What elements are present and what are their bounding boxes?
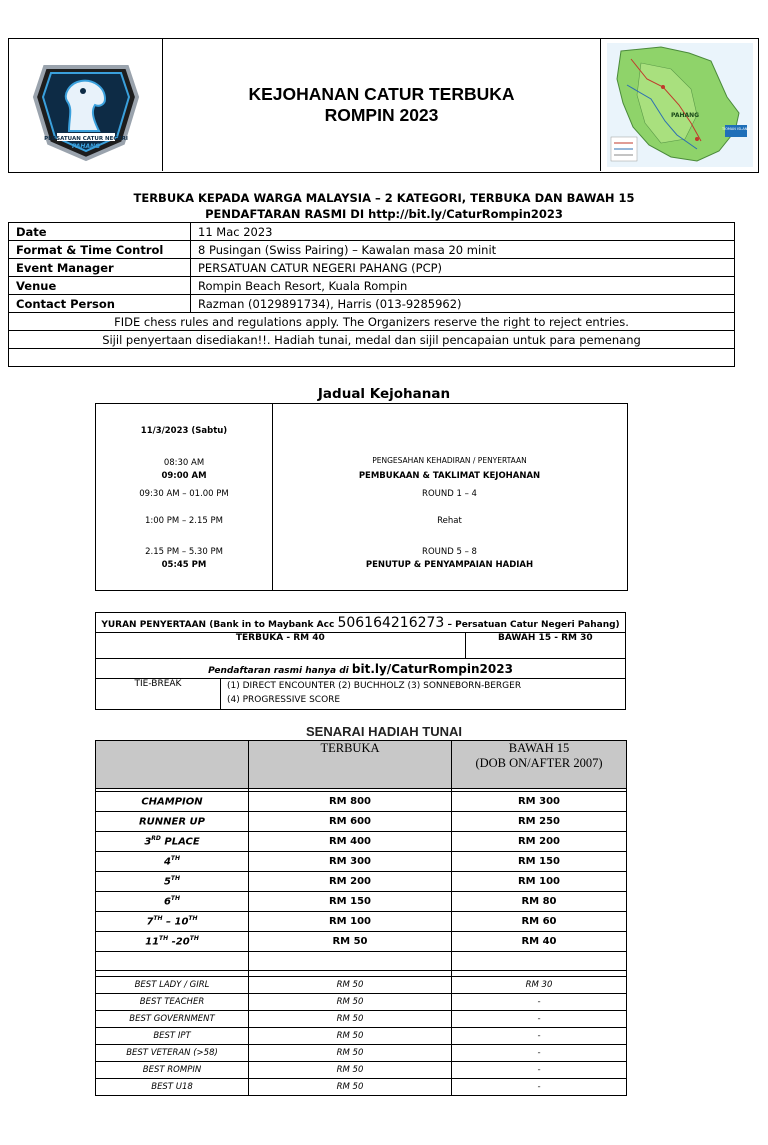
special-prize-row <box>96 1045 627 1062</box>
bank-account-number: 506164216273 <box>337 614 445 631</box>
fee-under15: BAWAH 15 - RM 30 <box>465 633 625 659</box>
prize-header-under15 <box>452 741 627 789</box>
special-under15-amount: - <box>452 1028 627 1045</box>
info-value: PERSATUAN CATUR NEGERI PAHANG (PCP) <box>191 259 735 277</box>
svg-text:PAHANG: PAHANG <box>671 112 700 119</box>
prize-under15-amount: RM 150 <box>452 852 627 872</box>
info-row-empty <box>9 349 735 367</box>
svg-text:PAHANG: PAHANG <box>71 143 101 150</box>
fee-table <box>95 612 626 710</box>
prize-header-row <box>96 741 627 789</box>
prize-open-amount: RM 800 <box>249 792 452 812</box>
prize-category: 6TH <box>96 892 249 912</box>
prize-under15-amount: RM 100 <box>452 872 627 892</box>
fee-open: TERBUKA - RM 40 <box>96 633 466 659</box>
info-label: Format & Time Control <box>9 241 191 259</box>
under15-dob: (DOB ON/AFTER 2007) <box>475 756 603 770</box>
prize-under15-amount: RM 250 <box>452 812 627 832</box>
schedule-activity: PENGESAHAN KEHADIRAN / PENYERTAAN <box>372 456 527 465</box>
registration-prefix: Pendaftaran rasmi hanya di <box>208 665 352 676</box>
tiebreak-rules <box>221 679 626 710</box>
special-open-amount: RM 50 <box>249 1011 452 1028</box>
fee-row-tiebreak <box>96 679 626 710</box>
fee-suffix: – Persatuan Catur Negeri Pahang) <box>444 619 620 630</box>
prize-open-amount: RM 600 <box>249 812 452 832</box>
special-prize-row <box>96 1079 627 1096</box>
info-row-manager <box>9 259 735 277</box>
fee-row-header <box>96 613 626 633</box>
special-category: BEST LADY / GIRL <box>96 977 249 994</box>
schedule-title: Jadual Kejohanan <box>317 386 451 402</box>
prize-under15-amount: RM 80 <box>452 892 627 912</box>
special-open-amount: RM 50 <box>249 1079 452 1096</box>
fee-row-registration <box>96 659 626 679</box>
schedule-activity: ROUND 1 – 4 <box>422 489 477 499</box>
special-category: BEST ROMPIN <box>96 1062 249 1079</box>
special-under15-amount: - <box>452 994 627 1011</box>
intro-line1: TERBUKA KEPADA WARGA MALAYSIA – 2 KATEGORI, TERBUKA DAN BAWAH 15 <box>133 191 635 205</box>
tiebreak-label: TIE-BREAK <box>96 679 221 710</box>
info-value: 8 Pusingan (Swiss Pairing) – Kawalan masa 20 minit <box>191 241 735 259</box>
info-label: Event Manager <box>9 259 191 277</box>
prize-empty-row <box>96 952 627 971</box>
prize-row <box>96 912 627 932</box>
empty-cell <box>9 349 735 367</box>
svg-text:PERSATUAN CATUR NEGERI: PERSATUAN CATUR NEGERI <box>44 136 128 142</box>
prize-under15-amount: RM 60 <box>452 912 627 932</box>
prize-open-amount: RM 300 <box>249 852 452 872</box>
schedule-activity: PEMBUKAAN & TAKLIMAT KEJOHANAN <box>358 471 541 481</box>
special-open-amount: RM 50 <box>249 1045 452 1062</box>
schedule-time: 09:30 AM – 01.00 PM <box>139 489 229 499</box>
fee-row-amounts <box>96 633 626 659</box>
prize-category: 11TH -20TH <box>96 932 249 952</box>
prize-category: 7TH – 10TH <box>96 912 249 932</box>
schedule-activity: Rehat <box>437 516 462 526</box>
prize-under15-amount: RM 300 <box>452 792 627 812</box>
map-cell <box>601 39 758 171</box>
info-label: Date <box>9 223 191 241</box>
special-category: BEST GOVERNMENT <box>96 1011 249 1028</box>
special-open-amount: RM 50 <box>249 1062 452 1079</box>
prize-open-amount: RM 50 <box>249 932 452 952</box>
event-info-table <box>8 222 735 367</box>
prize-row <box>96 872 627 892</box>
schedule-time: 05:45 PM <box>161 560 207 570</box>
special-open-amount: RM 50 <box>249 1028 452 1045</box>
header-box <box>8 38 759 173</box>
special-prize-row <box>96 994 627 1011</box>
svg-text:TIOMAN ISLAND: TIOMAN ISLAND <box>721 127 751 131</box>
prize-category: 4TH <box>96 852 249 872</box>
prize-header-open: TERBUKA <box>249 741 452 789</box>
event-title-line2: ROMPIN 2023 <box>324 105 439 125</box>
special-open-amount: RM 50 <box>249 977 452 994</box>
chess-association-logo <box>9 39 163 171</box>
prize-open-amount: RM 150 <box>249 892 452 912</box>
special-under15-amount: - <box>452 1045 627 1062</box>
info-row-venue <box>9 277 735 295</box>
prize-open-amount: RM 100 <box>249 912 452 932</box>
prize-under15-amount: RM 40 <box>452 932 627 952</box>
prize-under15-amount: RM 200 <box>452 832 627 852</box>
pahang-map <box>601 39 758 171</box>
info-row-contact <box>9 295 735 313</box>
prize-row <box>96 892 627 912</box>
info-row-note2 <box>9 331 735 349</box>
special-under15-amount: - <box>452 1011 627 1028</box>
info-label: Venue <box>9 277 191 295</box>
prize-row <box>96 792 627 812</box>
special-prize-row <box>96 1028 627 1045</box>
prize-row <box>96 832 627 852</box>
schedule-activity: ROUND 5 – 8 <box>422 547 477 557</box>
registration-cell <box>96 659 626 679</box>
info-row-format <box>9 241 735 259</box>
prize-category: RUNNER UP <box>96 812 249 832</box>
special-prize-row <box>96 1062 627 1079</box>
special-prize-row <box>96 977 627 994</box>
fee-header-cell <box>96 613 626 633</box>
prize-category: 3RD PLACE <box>96 832 249 852</box>
schedule-time: 2.15 PM – 5.30 PM <box>145 547 223 557</box>
schedule-box <box>95 403 628 591</box>
special-prize-row <box>96 1011 627 1028</box>
tiebreak-line: (1) DIRECT ENCOUNTER (2) BUCHHOLZ (3) SONNEBORN-BERGER <box>227 681 522 691</box>
prize-list-title: SENARAI HADIAH TUNAI <box>306 724 462 739</box>
schedule-activity: PENUTUP & PENYAMPAIAN HADIAH <box>365 560 534 570</box>
logo-cell <box>9 39 163 171</box>
fee-prefix: YURAN PENYERTAAN (Bank in to Maybank Acc <box>101 619 338 630</box>
title-cell <box>163 39 601 171</box>
prize-row <box>96 852 627 872</box>
prize-row <box>96 812 627 832</box>
info-value: 11 Mac 2023 <box>191 223 735 241</box>
info-value: Razman (0129891734), Harris (013-9285962) <box>191 295 735 313</box>
certificate-note: Sijil penyertaan disediakan!!. Hadiah tunai, medal dan sijil pencapaian untuk para pemenang <box>9 331 735 349</box>
prize-row <box>96 932 627 952</box>
prize-table <box>95 740 627 1096</box>
info-value: Rompin Beach Resort, Kuala Rompin <box>191 277 735 295</box>
info-row-date <box>9 223 735 241</box>
info-row-note1 <box>9 313 735 331</box>
event-title-line1: KEJOHANAN CATUR TERBUKA <box>248 84 515 104</box>
prize-category: 5TH <box>96 872 249 892</box>
special-under15-amount: - <box>452 1062 627 1079</box>
prize-header-empty <box>96 741 249 789</box>
fide-rules-note: FIDE chess rules and regulations apply. The Organizers reserve the right to reject entries. <box>9 313 735 331</box>
schedule-time: 08:30 AM <box>163 458 205 468</box>
prize-category: CHAMPION <box>96 792 249 812</box>
tiebreak-line: (4) PROGRESSIVE SCORE <box>227 695 341 705</box>
registration-link[interactable]: bit.ly/CaturRompin2023 <box>351 661 513 676</box>
special-category: BEST IPT <box>96 1028 249 1045</box>
schedule-time: 09:00 AM <box>161 471 207 481</box>
prize-open-amount: RM 200 <box>249 872 452 892</box>
special-under15-amount: - <box>452 1079 627 1096</box>
prize-open-amount: RM 400 <box>249 832 452 852</box>
special-under15-amount: RM 30 <box>452 977 627 994</box>
schedule-date: 11/3/2023 (Sabtu) <box>140 426 228 436</box>
special-category: BEST VETERAN (>58) <box>96 1045 249 1062</box>
schedule-time: 1:00 PM – 2.15 PM <box>145 516 223 526</box>
intro-registration-link[interactable]: PENDAFTARAN RASMI DI http://bit.ly/CaturRompin2023 <box>205 207 563 221</box>
special-category: BEST U18 <box>96 1079 249 1096</box>
under15-label: BAWAH 15 <box>508 741 570 755</box>
special-open-amount: RM 50 <box>249 994 452 1011</box>
info-label: Contact Person <box>9 295 191 313</box>
special-category: BEST TEACHER <box>96 994 249 1011</box>
